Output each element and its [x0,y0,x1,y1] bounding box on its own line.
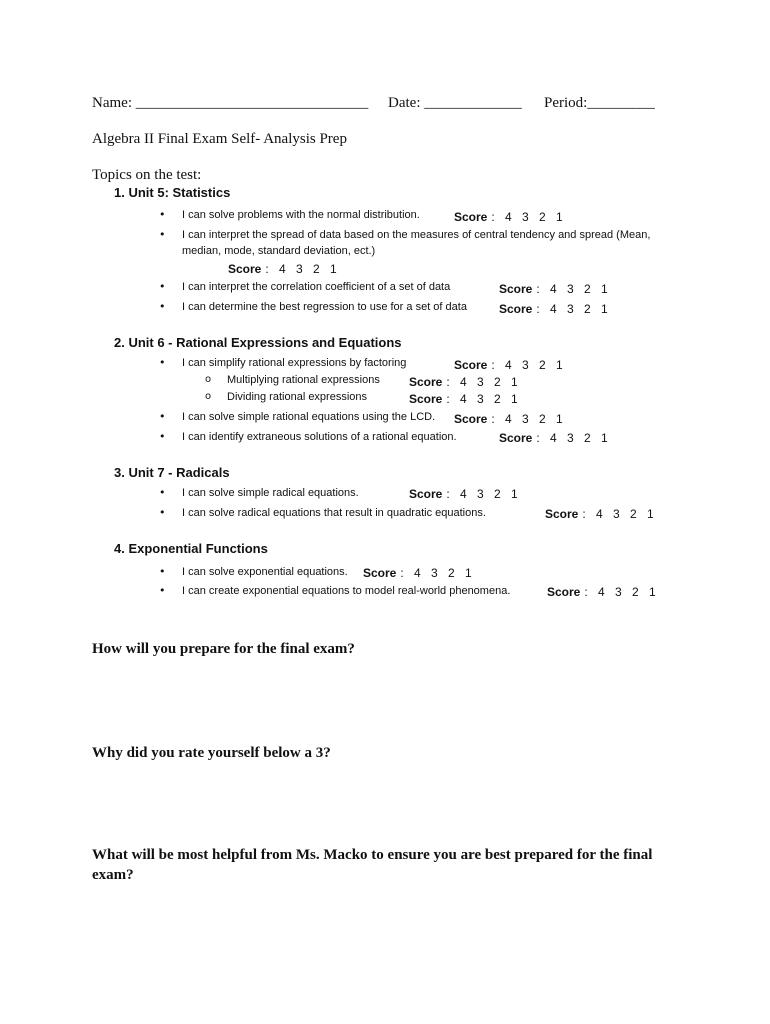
score-row: Score : 4 3 2 1 [454,358,563,372]
bullet-icon: • [159,506,166,519]
score-row: Score : 4 3 2 1 [547,585,656,599]
list-item: I can solve simple rational equations using the LCD. [182,411,436,423]
sub-list-item: Multiplying rational expressions [227,374,380,386]
date-line[interactable]: Date: _____________ [388,95,522,111]
question-helpful-continued: exam? [92,867,134,883]
score-row: Score : 4 3 2 1 [363,566,472,580]
name-line[interactable]: Name: _______________________________ [92,95,369,111]
question-helpful: What will be most helpful from Ms. Macko to ensure you are best prepared for the final [92,847,653,863]
bullet-icon: • [159,300,166,313]
bullet-icon: • [159,228,166,241]
unit-heading-4: 4. Exponential Functions [114,541,268,556]
score-row: Score : 4 3 2 1 [499,431,608,445]
score-row: Score : 4 3 2 1 [499,282,608,296]
bullet-icon: • [159,356,166,369]
bullet-icon: • [159,430,166,443]
score-row: Score : 4 3 2 1 [545,507,654,521]
score-row: Score : 4 3 2 1 [228,262,337,276]
list-item: I can simplify rational expressions by factoring [182,357,407,369]
score-row: Score : 4 3 2 1 [409,487,518,501]
list-item: I can interpret the spread of data based on the measures of central tendency and spread (Mean, [182,229,651,241]
bullet-icon: • [159,486,166,499]
unit-heading-2: 2. Unit 6 - Rational Expressions and Equations [114,335,402,350]
score-row: Score : 4 3 2 1 [499,302,608,316]
score-row: Score : 4 3 2 1 [409,375,518,389]
bullet-icon: • [159,584,166,597]
list-item: I can interpret the correlation coefficient of a set of data [182,281,451,293]
list-item: I can solve simple radical equations. [182,487,359,499]
unit-heading-1: 1. Unit 5: Statistics [114,185,231,200]
period-line[interactable]: Period:_________ [544,95,655,111]
bullet-icon: • [159,410,166,423]
question-prepare: How will you prepare for the final exam? [92,641,355,657]
page-title: Algebra II Final Exam Self- Analysis Prep [92,131,347,147]
list-item: I can determine the best regression to use for a set of data [182,301,467,313]
list-item: I can solve exponential equations. [182,566,348,578]
sub-bullet-icon: o [205,391,212,402]
list-item-continued: median, mode, standard deviation, ect.) [182,245,376,257]
sub-bullet-icon: o [205,374,212,385]
score-row: Score : 4 3 2 1 [454,412,563,426]
topics-label: Topics on the test: [92,167,202,183]
bullet-icon: • [159,280,166,293]
list-item: I can identify extraneous solutions of a rational equation. [182,431,457,443]
list-item: I can create exponential equations to model real-world phenomena. [182,585,511,597]
bullet-icon: • [159,565,166,578]
question-rating: Why did you rate yourself below a 3? [92,745,331,761]
unit-heading-3: 3. Unit 7 - Radicals [114,465,230,480]
list-item: I can solve problems with the normal distribution. [182,209,420,221]
sub-list-item: Dividing rational expressions [227,391,368,403]
score-row: Score : 4 3 2 1 [409,392,518,406]
score-row: Score : 4 3 2 1 [454,210,563,224]
bullet-icon: • [159,208,166,221]
list-item: I can solve radical equations that result in quadratic equations. [182,507,486,519]
